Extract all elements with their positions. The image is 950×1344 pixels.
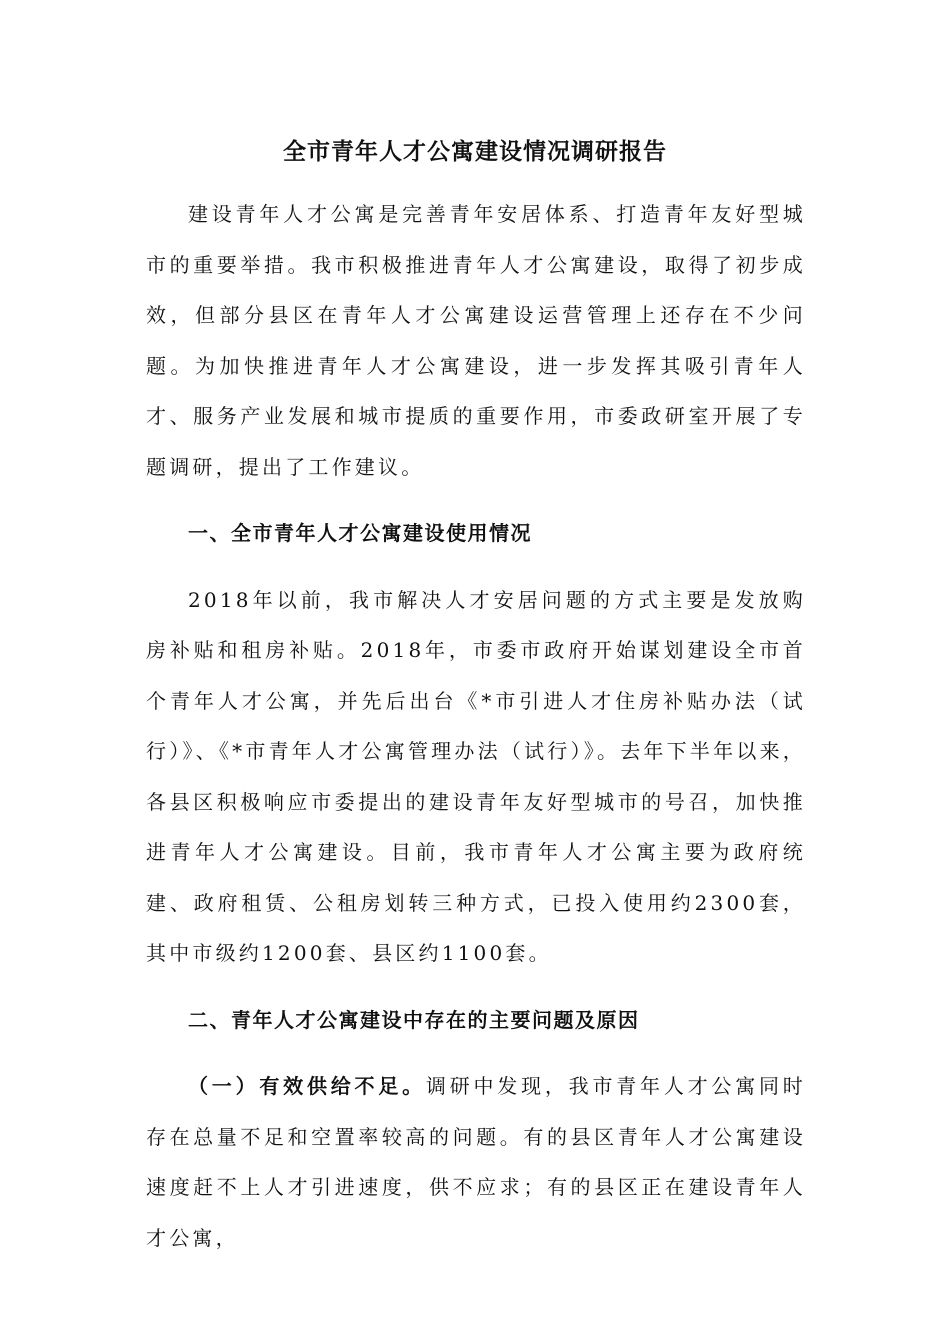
- sub1-body: 调研中发现，我市青年人才公寓同时存在总量不足和空置率较高的问题。有的县区青年人才公寓建设速度赶不上人才引进速度，供不应求；有的县区正在建设青年人才公寓，: [146, 1074, 806, 1250]
- section1-heading: 一、全市青年人才公寓建设使用情况: [188, 521, 532, 545]
- spacer: [146, 979, 950, 995]
- section2-sub1-paragraph: [146, 1061, 806, 1263]
- section2-heading: 二、青年人才公寓建设中存在的主要问题及原因: [188, 1007, 640, 1032]
- intro-paragraph: 建设青年人才公寓是完善青年安居体系、打造青年友好型城市的重要举措。我市积极推进青年人才公寓建设，取得了初步成效，但部分县区在青年人才公寓建设运营管理上还存在不少问题。为加快推进青年人才公寓建设，进一步发挥其吸引青年人才、服务产业发展和城市提质的重要作用，市委政研室开展了专题调研，提出了工作建议。: [146, 202, 806, 479]
- document-title: 全市青年人才公寓建设情况调研报告: [283, 138, 667, 165]
- spacer: [146, 559, 950, 575]
- sub1-lead: （一）有效供给不足。: [188, 1074, 426, 1098]
- spacer: [146, 1045, 950, 1061]
- spacer: [146, 176, 950, 189]
- spacer: [146, 492, 950, 508]
- section1-paragraph: 2018年以前，我市解决人才安居问题的方式主要是发放购房补贴和租房补贴。2018年，市委市政府开始谋划建设全市首个青年人才公寓，并先后出台《*市引进人才住房补贴办法（试行）》、《*市青年人才公寓管理办法（试行）》。去年下半年以来，各县区积极响应市委提出的建设青年友好型城市的号召，加快推进青年人才公寓建设。目前，我市青年人才公寓主要为政府统建、政府租赁、公租房划转三种方式，已投入使用约2300套，其中市级约1200套、县区约1100套。: [146, 587, 806, 965]
